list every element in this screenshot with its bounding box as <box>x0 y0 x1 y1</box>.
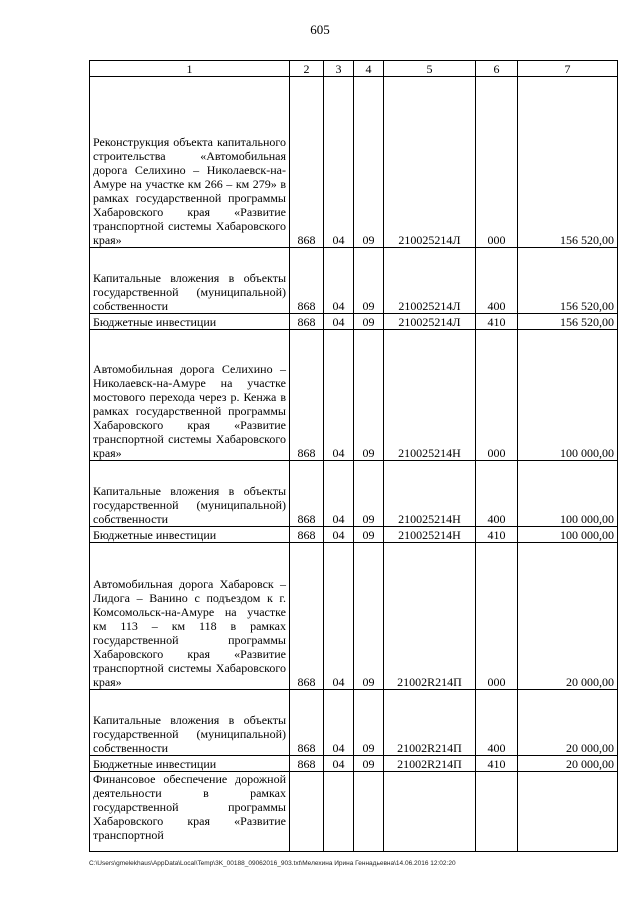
cell-col-2: 868 <box>290 690 324 756</box>
cell-col-7: 20 000,00 <box>518 690 618 756</box>
cell-col-3: 04 <box>324 330 354 461</box>
cell-col-3: 04 <box>324 77 354 248</box>
cell-col-7: 156 520,00 <box>518 248 618 314</box>
cell-col-2 <box>290 772 324 852</box>
row-description: Реконструкция объекта капитального строительства «Автомобильная дорога Селихино – Николаевск-на-Амуре на участке км 266 – км 279» в рамках государственной программы Хабаровского края «Развитие транспортной системы Хабаровского края» <box>90 77 290 248</box>
cell-col-6: 410 <box>476 756 518 772</box>
cell-col-3: 04 <box>324 527 354 543</box>
cell-col-4: 09 <box>354 330 384 461</box>
cell-col-3: 04 <box>324 543 354 690</box>
cell-col-5: 210025214Н <box>384 461 476 527</box>
cell-col-5: 210025214Н <box>384 527 476 543</box>
cell-col-6: 000 <box>476 330 518 461</box>
table-row <box>90 543 618 690</box>
table-row <box>90 527 618 543</box>
cell-col-2: 868 <box>290 527 324 543</box>
header-cell-5: 5 <box>384 61 476 77</box>
cell-col-4: 09 <box>354 77 384 248</box>
cell-col-6: 000 <box>476 543 518 690</box>
row-description: Капитальные вложения в объекты государственной (муниципальной) собственности <box>90 690 290 756</box>
cell-col-3: 04 <box>324 248 354 314</box>
cell-col-6: 410 <box>476 314 518 330</box>
cell-col-7: 100 000,00 <box>518 527 618 543</box>
row-description: Автомобильная дорога Селихино – Николаевск-на-Амуре на участке мостового перехода через р. Кенжа в рамках государственной программы Хабаровского края «Развитие транспортной системы Хабаровского края» <box>90 330 290 461</box>
cell-col-6 <box>476 772 518 852</box>
cell-col-4: 09 <box>354 248 384 314</box>
cell-col-3: 04 <box>324 461 354 527</box>
cell-col-5: 21002R214П <box>384 756 476 772</box>
cell-col-3: 04 <box>324 314 354 330</box>
cell-col-3 <box>324 772 354 852</box>
cell-col-4: 09 <box>354 756 384 772</box>
table-row <box>90 756 618 772</box>
cell-col-2: 868 <box>290 756 324 772</box>
table-row <box>90 461 618 527</box>
cell-col-7: 100 000,00 <box>518 461 618 527</box>
cell-col-7: 100 000,00 <box>518 330 618 461</box>
cell-col-4: 09 <box>354 314 384 330</box>
cell-col-4: 09 <box>354 690 384 756</box>
header-cell-2: 2 <box>290 61 324 77</box>
cell-col-6: 400 <box>476 690 518 756</box>
cell-col-2: 868 <box>290 543 324 690</box>
row-description: Бюджетные инвестиции <box>90 314 290 330</box>
table-row <box>90 314 618 330</box>
cell-col-4 <box>354 772 384 852</box>
header-cell-3: 3 <box>324 61 354 77</box>
cell-col-3: 04 <box>324 690 354 756</box>
cell-col-5: 21002R214П <box>384 543 476 690</box>
cell-col-2: 868 <box>290 77 324 248</box>
cell-col-5 <box>384 772 476 852</box>
cell-col-5: 210025214Л <box>384 77 476 248</box>
cell-col-5: 210025214Л <box>384 314 476 330</box>
row-description: Капитальные вложения в объекты государственной (муниципальной) собственности <box>90 248 290 314</box>
cell-col-5: 210025214Л <box>384 248 476 314</box>
cell-col-5: 210025214Н <box>384 330 476 461</box>
cell-col-4: 09 <box>354 527 384 543</box>
row-description: Бюджетные инвестиции <box>90 527 290 543</box>
cell-col-2: 868 <box>290 248 324 314</box>
header-cell-7: 7 <box>518 61 618 77</box>
page-number: 605 <box>310 22 330 37</box>
row-description: Финансовое обеспечение дорожной деятельности в рамках государственной программы Хабаровского края «Развитие транспортной <box>90 772 290 852</box>
cell-col-5: 21002R214П <box>384 690 476 756</box>
cell-col-6: 400 <box>476 461 518 527</box>
cell-col-7: 156 520,00 <box>518 77 618 248</box>
cell-col-6: 000 <box>476 77 518 248</box>
row-description: Бюджетные инвестиции <box>90 756 290 772</box>
cell-col-4: 09 <box>354 543 384 690</box>
table-row <box>90 77 618 248</box>
cell-col-4: 09 <box>354 461 384 527</box>
table-row <box>90 248 618 314</box>
cell-col-3: 04 <box>324 756 354 772</box>
table-row <box>90 330 618 461</box>
header-cell-1: 1 <box>90 61 290 77</box>
cell-col-7 <box>518 772 618 852</box>
table-row <box>90 772 618 852</box>
table-row <box>90 690 618 756</box>
cell-col-2: 868 <box>290 461 324 527</box>
cell-col-2: 868 <box>290 314 324 330</box>
row-description: Автомобильная дорога Хабаровск – Лидога – Ванино с подъездом к г. Комсомольск-на-Амуре на участке км 113 – км 118 в рамках государственной программы Хабаровского края «Развитие транспортной системы Хабаровского края» <box>90 543 290 690</box>
row-description: Капитальные вложения в объекты государственной (муниципальной) собственности <box>90 461 290 527</box>
budget-table <box>89 60 618 852</box>
header-cell-4: 4 <box>354 61 384 77</box>
header-row <box>90 61 618 77</box>
cell-col-6: 410 <box>476 527 518 543</box>
header-cell-6: 6 <box>476 61 518 77</box>
cell-col-7: 20 000,00 <box>518 543 618 690</box>
cell-col-7: 20 000,00 <box>518 756 618 772</box>
file-path-footer: C:\Users\gmelekhaus\AppData\Local\Temp\3K_00188_09062016_903.txt\Мелехина Ирина Геннадьевна\14.06.2016 12:02:20 <box>89 860 456 867</box>
cell-col-2: 868 <box>290 330 324 461</box>
cell-col-6: 400 <box>476 248 518 314</box>
cell-col-7: 156 520,00 <box>518 314 618 330</box>
